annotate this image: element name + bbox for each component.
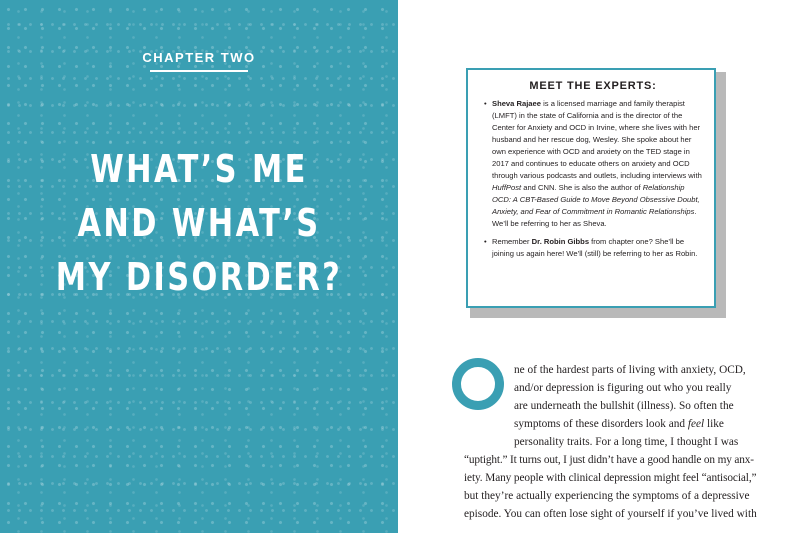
body-text-line: personality traits. For a long time, I thought I was [514, 436, 739, 448]
drop-cap-letter-o [452, 358, 504, 410]
chapter-title-line: MY DISORDER? [55, 255, 343, 299]
experts-box [466, 68, 716, 308]
body-text-line: “uptight.” It turns out, I just didn’t have a good handle on my anx- [464, 454, 754, 466]
chapter-label: CHAPTER TWO [142, 50, 256, 65]
experts-heading: MEET THE EXPERTS: [529, 80, 657, 92]
expert-name: Dr. Robin Gibbs [531, 237, 590, 246]
expert-entry-sheva: • Sheva Rajaee is a licensed marriage and family therapist (LMFT) in the state of California and is the director of the Center for Anxiety and OCD in Irvine, where she lives with her husband and her rescue dog, Wesley. She spoke about her own experience with OCD and anxiety on the TED stage in 2017 and continues to educate others on anxiety and OCD through various podcasts and outlets, including interviews with HuffPost and CNN. She is also the author of Relationship OCD: A CBT-Based Guide to Move Beyond Obsessive Doubt, Anxiety, and Fear of Commitment in Romantic Relationships. We’ll be referring to her as Sheva. [484, 98, 702, 230]
chapter-title-line: AND WHAT’S [77, 201, 321, 245]
body-text-line: iety. Many people with clinical depression might feel “antisocial,” [464, 472, 757, 484]
body-text-line: ne of the hardest parts of living with anxiety, OCD, [514, 364, 746, 376]
expert-name: Sheva Rajaee [492, 99, 541, 108]
body-text-line: are underneath the bullshit (illness). So often the [514, 400, 734, 412]
body-text-line: symptoms of these disorders look and feel like [514, 418, 724, 430]
expert-entry-robin: • Remember Dr. Robin Gibbs from chapter one? She’ll be joining us again here! We’ll (still) be referring to her as Robin. [484, 236, 702, 260]
book-title: Relationship OCD: A CBT-Based Guide to Move Beyond Obsessive Doubt, Anxiety, and Fear of Commitment in Romantic Relationships [492, 183, 700, 216]
chapter-opener-page [0, 0, 398, 533]
body-text-line: episode. You can often lose sight of yourself if you’ve lived with [464, 508, 757, 520]
body-text-line: and/or depression is figuring out who you really [514, 382, 732, 394]
text-page [398, 0, 800, 533]
chapter-label-underline [150, 70, 248, 72]
chapter-title-line: WHAT’S ME [90, 147, 308, 191]
chapter-title [0, 142, 398, 304]
body-text-line: but they’re actually experiencing the symptoms of a depressive [464, 490, 750, 502]
